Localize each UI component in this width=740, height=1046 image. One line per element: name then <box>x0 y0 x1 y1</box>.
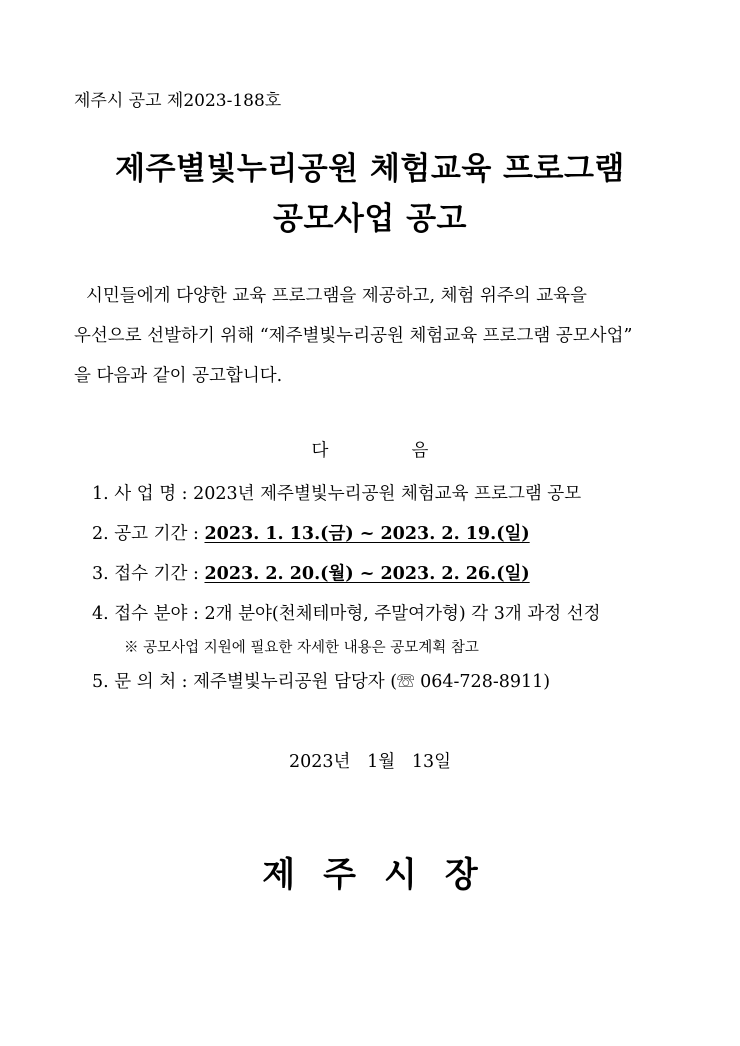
item-value: 2023. 1. 13.(금) ~ 2023. 2. 19.(일) <box>204 524 530 544</box>
title-line-2: 공모사업 공고 <box>273 201 467 237</box>
item-value: 2023. 2. 20.(월) ~ 2023. 2. 26.(일) <box>204 564 530 584</box>
list-item-application-field <box>92 600 601 625</box>
reference-note: ※ 공모사업 지원에 필요한 자세한 내용은 공모계획 참고 <box>124 640 479 656</box>
item-label: 2. 공고 기간 : <box>92 524 199 544</box>
title-line-1: 제주별빛누리공원 체험교육 프로그램 <box>115 151 625 187</box>
list-item-project-name <box>92 480 581 505</box>
item-label: 3. 접수 기간 : <box>92 564 199 584</box>
item-value: 2023년 제주별빛누리공원 체험교육 프로그램 공모 <box>193 484 582 504</box>
intro-line-1: 시민들에게 다양한 교육 프로그램을 제공하고, 체험 위주의 교육을 <box>86 286 587 306</box>
intro-line-2: 우선으로 선발하기 위해 “제주별빛누리공원 체험교육 프로그램 공모사업” <box>74 326 633 346</box>
document-number: 제주시 공고 제2023-188호 <box>74 91 282 111</box>
item-label: 5. 문 의 처 : <box>92 672 188 692</box>
heading-char-1: 다 <box>311 441 329 461</box>
item-label: 4. 접수 분야 : <box>92 604 199 624</box>
section-heading <box>0 437 740 462</box>
list-item-contact <box>92 668 550 693</box>
item-label: 1. 사 업 명 : <box>92 484 188 504</box>
list-item-notice-period <box>92 520 530 545</box>
intro-line-3: 을 다음과 같이 공고합니다. <box>74 366 283 386</box>
item-value: 제주별빛누리공원 담당자 (☏ 064-728-8911) <box>193 672 551 692</box>
heading-char-2: 음 <box>411 441 429 461</box>
item-value: 2개 분야(천체테마형, 주말여가형) 각 3개 과정 선정 <box>204 604 601 624</box>
notice-date: 2023년 1월 13일 <box>288 752 452 772</box>
list-item-application-period <box>92 560 530 585</box>
signer-name: 제주시장 <box>262 855 506 895</box>
